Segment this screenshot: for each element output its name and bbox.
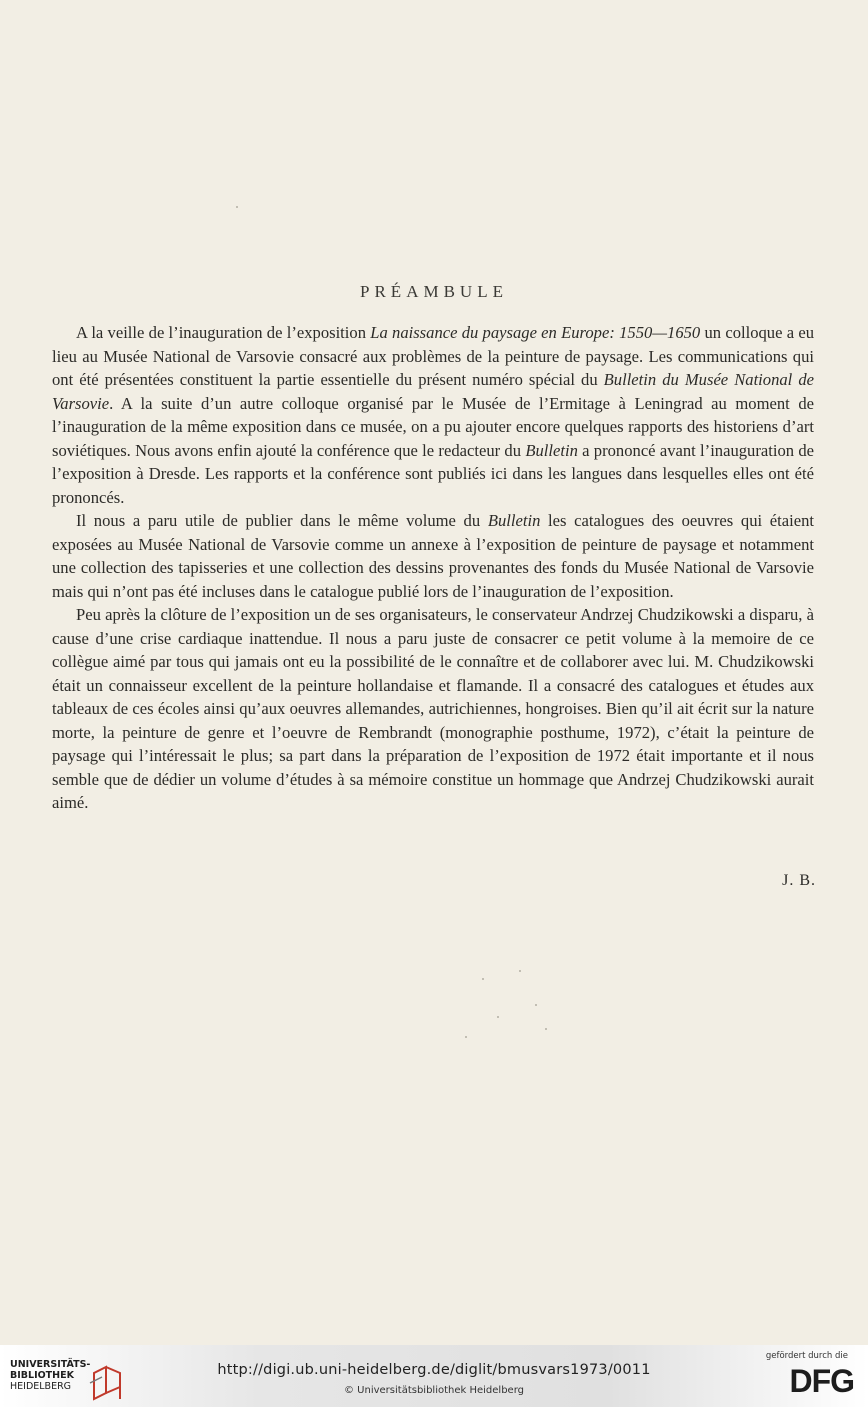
text-run: . A la suite d’un autre colloque organisé par le Musée de l’Ermitage à Leningrad au moment de l’inauguration de la même exposition dans ce musée, on a pu ajouter encore quelques rapports des historiens d’art soviétiques. Nous avons enfin ajouté la conférence que le redacteur du	[52, 393, 814, 460]
library-name-line-1: UNIVERSITÄTS-	[10, 1359, 91, 1370]
italic-run: La naissance du paysage en Europe: 1550—1650	[370, 323, 701, 342]
library-name-line-3: HEIDELBERG	[10, 1381, 72, 1392]
text-run: un colloque a eu lieu au Musée National de Varsovie consacré aux problèmes de la peinture de paysage. Les communications qui ont été présentées constituent la partie essentielle du présent numéro spécial du	[52, 323, 814, 389]
viewer-footer	[0, 1345, 868, 1407]
scan-speck	[545, 1028, 547, 1030]
scan-speck	[497, 1016, 499, 1018]
text-run: a prononcé avant l’inauguration de l’exposition à Dresde. Les rapports et la conférence sont publiés ici dans les langues dans lesquelles elles ont été prononcés.	[52, 440, 815, 507]
text-run: Il nous a paru utile de publier dans le même volume du	[76, 511, 488, 530]
scan-speck	[519, 970, 521, 972]
italic-run: Bulletin	[525, 440, 578, 460]
copyright-notice: © Universitätsbibliothek Heidelberg	[343, 1385, 524, 1396]
text-run: Peu après la clôture de l’exposition un de ses organisateurs, le conservateur Andrzej Chudzikowski a disparu, à cause d’une crise cardiaque inattendue. Il nous a paru juste de consacrer ce petit volume à la memoire de ce collègue aimé par tous qui jamais ont eu la possibilité de le connaître et de collaborer avec lui. M. Chudzikowski était un connaisseur excellent de la peinture hollandaise et flamande. Il a consacré des catalogues et études aux tableaux de ces écoles ainsi qu’aux oeuvres allemandes, autrichiennes, hongroises. Bien qu’il ait écrit sur la nature morte, la peinture de genre et l’oeuvre de Rembrandt (monographie posthume, 1972), c’était la peinture de paysage qui l’intéressait le plus; sa part dans la préparation de l’exposition de 1972 était importante et il nous semble que de dédier un volume d’études à sa mémoire constitue un hommage que Andrzej Chudzikowski aurait aimé.	[52, 605, 814, 812]
scan-speck	[482, 978, 484, 980]
paragraph-3	[52, 603, 814, 815]
dfg-logo[interactable]: DFG	[789, 1363, 854, 1399]
signature: J. B.	[782, 872, 816, 889]
page-title: PRÉAMBULE	[360, 282, 508, 301]
scan-speck	[236, 206, 238, 208]
text-run: A la veille de l’inauguration de l’exposition	[76, 323, 371, 342]
library-name-line-2: BIBLIOTHEK	[10, 1370, 74, 1381]
funding-note: gefördert durch die	[765, 1351, 848, 1361]
scan-speck	[535, 1004, 537, 1006]
italic-run: Bulletin	[487, 511, 541, 530]
paragraph-1	[52, 321, 814, 509]
permalink-url[interactable]: http://digi.ub.uni-heidelberg.de/diglit/bmusvars1973/0011	[217, 1362, 651, 1378]
paragraph-2	[52, 509, 814, 603]
scan-speck	[465, 1036, 467, 1038]
text-run: les catalogues des oeuvres qui étaient exposées au Musée National de Varsovie comme un annexe à l’exposition de peinture de paysage et notamment une collection des tapisseries et une collection des dessins provenantes des fonds du Musée National de Varsovie mais qui n’ont pas été incluses dans le catalogue publié lors de l’inauguration de l’exposition.	[52, 511, 814, 601]
body-text	[52, 321, 814, 815]
italic-run: Bulletin du Musée National de Varsovie	[52, 370, 814, 413]
